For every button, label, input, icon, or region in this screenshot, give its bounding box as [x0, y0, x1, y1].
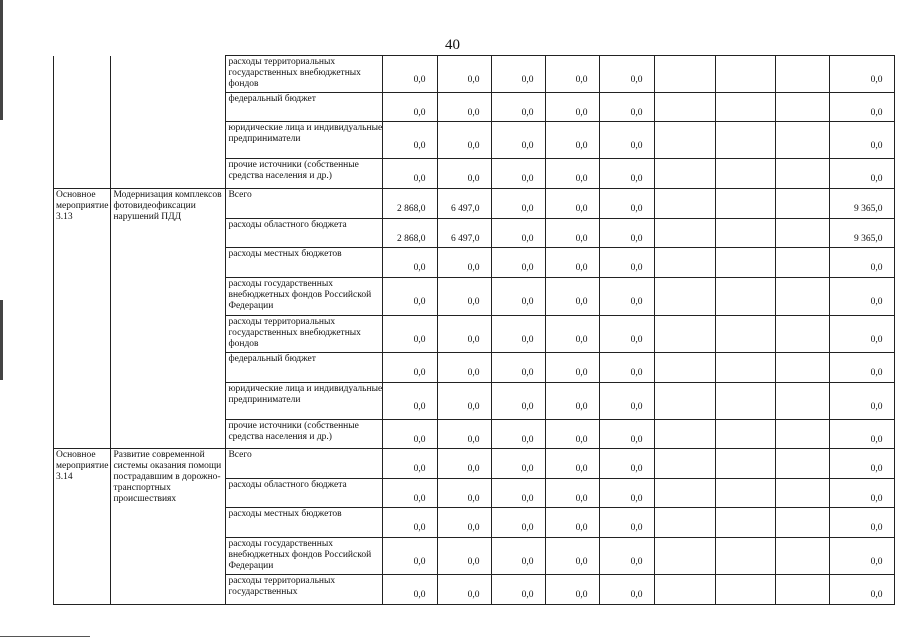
empty-cell: [655, 93, 716, 122]
value-cell: 0,0: [600, 538, 655, 575]
value-cell: 0,0: [600, 383, 655, 420]
total-cell: 0,0: [830, 159, 895, 189]
value-cell: 0,0: [546, 538, 600, 575]
value-cell: 0,0: [383, 353, 438, 383]
value-cell: 0,0: [600, 353, 655, 383]
value-cell: 0,0: [492, 383, 546, 420]
empty-cell: [655, 122, 716, 159]
value-cell: 0,0: [546, 353, 600, 383]
empty-cell: [776, 508, 830, 538]
value-cell: 0,0: [438, 159, 492, 189]
total-cell: 0,0: [830, 93, 895, 122]
funding-source-cell: прочие источники (собственные средства населения и др.): [226, 420, 383, 449]
scan-edge-mark: [0, 0, 3, 120]
empty-cell: [716, 316, 776, 353]
funding-source-cell: расходы государственных внебюджетных фондов Российской Федерации: [226, 278, 383, 316]
value-cell: 0,0: [438, 93, 492, 122]
value-cell: 0,0: [600, 189, 655, 219]
value-cell: 0,0: [600, 316, 655, 353]
empty-cell: [655, 353, 716, 383]
value-cell: 0,0: [383, 122, 438, 159]
funding-source-cell: расходы местных бюджетов: [226, 248, 383, 278]
empty-cell: [776, 219, 830, 248]
value-cell: 2 868,0: [383, 219, 438, 248]
empty-cell: [655, 56, 716, 93]
total-cell: 0,0: [830, 316, 895, 353]
value-cell: 0,0: [546, 449, 600, 479]
value-cell: 0,0: [546, 219, 600, 248]
event-name-cell: Модернизация комплексов фотовидеофиксации нарушений ПДД: [111, 189, 226, 449]
value-cell: 0,0: [546, 189, 600, 219]
empty-cell: [776, 316, 830, 353]
funding-source-cell: Всего: [226, 189, 383, 219]
total-cell: 0,0: [830, 479, 895, 508]
value-cell: 0,0: [383, 278, 438, 316]
empty-cell: [776, 449, 830, 479]
event-name-cell: Развитие современной системы оказания помощи пострадавшим в дорожно-транспортных происшествиях: [111, 449, 226, 605]
funding-source-cell: расходы местных бюджетов: [226, 508, 383, 538]
value-cell: 0,0: [492, 278, 546, 316]
value-cell: 0,0: [438, 56, 492, 93]
value-cell: 0,0: [600, 508, 655, 538]
empty-cell: [776, 189, 830, 219]
empty-cell: [655, 538, 716, 575]
value-cell: 0,0: [600, 479, 655, 508]
funding-source-cell: расходы территориальных государственных внебюджетных фондов: [226, 56, 383, 93]
value-cell: 0,0: [546, 122, 600, 159]
value-cell: 0,0: [546, 278, 600, 316]
total-cell: 0,0: [830, 575, 895, 605]
value-cell: 0,0: [492, 508, 546, 538]
value-cell: 0,0: [492, 316, 546, 353]
empty-cell: [716, 449, 776, 479]
value-cell: 0,0: [492, 420, 546, 449]
funding-source-cell: расходы государственных внебюджетных фондов Российской Федерации: [226, 538, 383, 575]
empty-cell: [655, 248, 716, 278]
empty-cell: [716, 420, 776, 449]
value-cell: 0,0: [600, 93, 655, 122]
scan-edge-mark: [0, 300, 3, 380]
empty-cell: [655, 508, 716, 538]
empty-cell: [716, 278, 776, 316]
value-cell: 0,0: [546, 420, 600, 449]
empty-cell: [716, 479, 776, 508]
value-cell: 0,0: [546, 316, 600, 353]
value-cell: 0,0: [383, 316, 438, 353]
total-cell: 0,0: [830, 538, 895, 575]
empty-cell: [716, 538, 776, 575]
value-cell: 0,0: [600, 420, 655, 449]
value-cell: 0,0: [438, 449, 492, 479]
value-cell: 0,0: [438, 316, 492, 353]
total-cell: 0,0: [830, 248, 895, 278]
value-cell: 0,0: [383, 449, 438, 479]
empty-cell: [776, 56, 830, 93]
empty-cell: [716, 383, 776, 420]
value-cell: 0,0: [492, 538, 546, 575]
value-cell: 0,0: [383, 508, 438, 538]
funding-source-cell: Всего: [226, 449, 383, 479]
value-cell: 0,0: [438, 278, 492, 316]
value-cell: 0,0: [438, 575, 492, 605]
value-cell: 0,0: [492, 449, 546, 479]
empty-cell: [716, 353, 776, 383]
value-cell: 0,0: [438, 420, 492, 449]
funding-source-cell: расходы областного бюджета: [226, 219, 383, 248]
empty-cell: [655, 420, 716, 449]
funding-source-cell: расходы областного бюджета: [226, 479, 383, 508]
empty-cell: [776, 159, 830, 189]
empty-cell: [716, 159, 776, 189]
value-cell: 0,0: [492, 479, 546, 508]
event-name-cell: [111, 56, 226, 189]
empty-cell: [776, 93, 830, 122]
value-cell: 0,0: [438, 122, 492, 159]
value-cell: 0,0: [546, 383, 600, 420]
value-cell: 0,0: [492, 575, 546, 605]
total-cell: 0,0: [830, 508, 895, 538]
empty-cell: [655, 219, 716, 248]
value-cell: 0,0: [600, 159, 655, 189]
empty-cell: [716, 189, 776, 219]
empty-cell: [716, 93, 776, 122]
table-row: [54, 56, 895, 93]
value-cell: 0,0: [383, 479, 438, 508]
total-cell: 0,0: [830, 122, 895, 159]
value-cell: 0,0: [546, 508, 600, 538]
value-cell: 0,0: [438, 383, 492, 420]
value-cell: 0,0: [492, 189, 546, 219]
value-cell: 0,0: [383, 93, 438, 122]
value-cell: 0,0: [546, 575, 600, 605]
table-row: [54, 189, 895, 219]
empty-cell: [776, 575, 830, 605]
value-cell: 0,0: [492, 248, 546, 278]
value-cell: 0,0: [600, 56, 655, 93]
value-cell: 0,0: [600, 219, 655, 248]
value-cell: 0,0: [600, 575, 655, 605]
empty-cell: [716, 56, 776, 93]
empty-cell: [655, 449, 716, 479]
total-cell: 0,0: [830, 420, 895, 449]
table-row: [54, 449, 895, 479]
empty-cell: [716, 219, 776, 248]
value-cell: 0,0: [600, 122, 655, 159]
value-cell: 0,0: [492, 122, 546, 159]
value-cell: 0,0: [492, 159, 546, 189]
value-cell: 0,0: [438, 248, 492, 278]
empty-cell: [776, 278, 830, 316]
empty-cell: [655, 278, 716, 316]
empty-cell: [776, 248, 830, 278]
value-cell: 0,0: [546, 56, 600, 93]
empty-cell: [776, 479, 830, 508]
value-cell: 0,0: [383, 56, 438, 93]
value-cell: 0,0: [383, 159, 438, 189]
value-cell: 0,0: [492, 56, 546, 93]
value-cell: 0,0: [383, 538, 438, 575]
empty-cell: [655, 479, 716, 508]
value-cell: 0,0: [600, 278, 655, 316]
funding-source-cell: юридические лица и индивидуальные предприниматели: [226, 383, 383, 420]
funding-source-cell: федеральный бюджет: [226, 93, 383, 122]
event-code-cell: Основное мероприятие 3.13: [54, 189, 111, 449]
value-cell: 0,0: [600, 449, 655, 479]
empty-cell: [716, 508, 776, 538]
total-cell: 0,0: [830, 353, 895, 383]
empty-cell: [716, 122, 776, 159]
scan-bottom-line: [0, 636, 90, 637]
total-cell: 0,0: [830, 56, 895, 93]
value-cell: 0,0: [492, 353, 546, 383]
funding-source-cell: прочие источники (собственные средства населения и др.): [226, 159, 383, 189]
value-cell: 6 497,0: [438, 189, 492, 219]
funding-source-cell: юридические лица и индивидуальные предприниматели: [226, 122, 383, 159]
total-cell: 9 365,0: [830, 219, 895, 248]
value-cell: 0,0: [438, 479, 492, 508]
empty-cell: [716, 248, 776, 278]
value-cell: 0,0: [438, 508, 492, 538]
empty-cell: [655, 383, 716, 420]
empty-cell: [655, 159, 716, 189]
value-cell: 0,0: [546, 248, 600, 278]
total-cell: 0,0: [830, 278, 895, 316]
empty-cell: [776, 538, 830, 575]
value-cell: 0,0: [383, 420, 438, 449]
empty-cell: [655, 575, 716, 605]
value-cell: 6 497,0: [438, 219, 492, 248]
value-cell: 0,0: [492, 219, 546, 248]
value-cell: 0,0: [600, 248, 655, 278]
value-cell: 0,0: [383, 248, 438, 278]
event-code-cell: Основное мероприятие 3.14: [54, 449, 111, 605]
funding-source-cell: расходы территориальных государственных внебюджетных фондов: [226, 316, 383, 353]
budget-table: [53, 55, 895, 605]
empty-cell: [776, 353, 830, 383]
value-cell: 0,0: [546, 479, 600, 508]
funding-source-cell: расходы территориальных государственных: [226, 575, 383, 605]
empty-cell: [776, 383, 830, 420]
funding-source-cell: федеральный бюджет: [226, 353, 383, 383]
empty-cell: [776, 420, 830, 449]
empty-cell: [655, 189, 716, 219]
total-cell: 0,0: [830, 383, 895, 420]
value-cell: 0,0: [383, 575, 438, 605]
value-cell: 0,0: [438, 538, 492, 575]
value-cell: 2 868,0: [383, 189, 438, 219]
total-cell: 0,0: [830, 449, 895, 479]
total-cell: 9 365,0: [830, 189, 895, 219]
empty-cell: [776, 122, 830, 159]
value-cell: 0,0: [546, 159, 600, 189]
value-cell: 0,0: [492, 93, 546, 122]
event-code-cell: [54, 56, 111, 189]
page-number: 40: [445, 37, 460, 53]
empty-cell: [655, 316, 716, 353]
value-cell: 0,0: [438, 353, 492, 383]
value-cell: 0,0: [546, 93, 600, 122]
empty-cell: [716, 575, 776, 605]
value-cell: 0,0: [383, 383, 438, 420]
